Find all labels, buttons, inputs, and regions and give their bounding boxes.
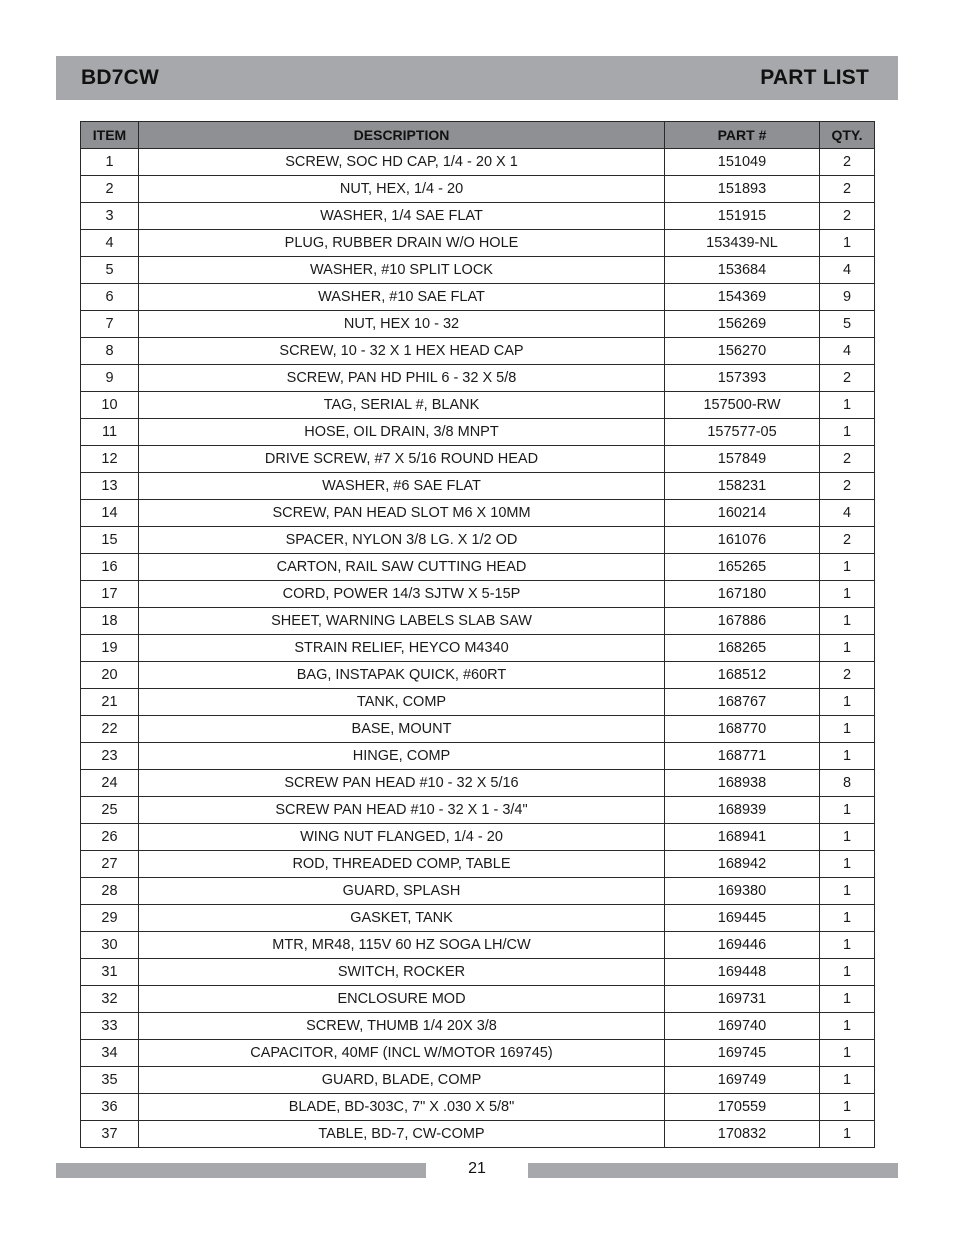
cell-description: SCREW PAN HEAD #10 - 32 X 1 - 3/4" xyxy=(139,797,665,824)
cell-item: 19 xyxy=(81,635,139,662)
cell-part-number: 168265 xyxy=(665,635,820,662)
cell-part-number: 153684 xyxy=(665,257,820,284)
table-row xyxy=(81,662,875,689)
column-header-part-number: PART # xyxy=(665,122,820,149)
cell-description: WASHER, #10 SPLIT LOCK xyxy=(139,257,665,284)
table-row xyxy=(81,365,875,392)
table-row xyxy=(81,176,875,203)
cell-description: SCREW, PAN HEAD SLOT M6 X 10MM xyxy=(139,500,665,527)
page-title: PART LIST xyxy=(760,66,869,89)
cell-description: SCREW, SOC HD CAP, 1/4 - 20 X 1 xyxy=(139,149,665,176)
cell-part-number: 168941 xyxy=(665,824,820,851)
table-row xyxy=(81,932,875,959)
table-row xyxy=(81,311,875,338)
table-row xyxy=(81,959,875,986)
cell-item: 23 xyxy=(81,743,139,770)
cell-part-number: 160214 xyxy=(665,500,820,527)
cell-item: 21 xyxy=(81,689,139,716)
table-row xyxy=(81,500,875,527)
cell-part-number: 169749 xyxy=(665,1067,820,1094)
cell-part-number: 156270 xyxy=(665,338,820,365)
cell-part-number: 168942 xyxy=(665,851,820,878)
cell-description: STRAIN RELIEF, HEYCO M4340 xyxy=(139,635,665,662)
cell-description: SCREW PAN HEAD #10 - 32 X 5/16 xyxy=(139,770,665,797)
cell-quantity: 4 xyxy=(820,338,875,365)
cell-part-number: 158231 xyxy=(665,473,820,500)
cell-item: 16 xyxy=(81,554,139,581)
cell-item: 36 xyxy=(81,1094,139,1121)
cell-part-number: 170559 xyxy=(665,1094,820,1121)
table-row xyxy=(81,1013,875,1040)
cell-item: 28 xyxy=(81,878,139,905)
footer-bar-left xyxy=(56,1163,426,1178)
cell-description: SPACER, NYLON 3/8 LG. X 1/2 OD xyxy=(139,527,665,554)
cell-description: DRIVE SCREW, #7 X 5/16 ROUND HEAD xyxy=(139,446,665,473)
cell-item: 32 xyxy=(81,986,139,1013)
cell-part-number: 156269 xyxy=(665,311,820,338)
column-header-quantity: QTY. xyxy=(820,122,875,149)
cell-quantity: 2 xyxy=(820,662,875,689)
cell-description: WASHER, 1/4 SAE FLAT xyxy=(139,203,665,230)
page-header xyxy=(56,56,898,100)
table-row xyxy=(81,149,875,176)
cell-quantity: 2 xyxy=(820,446,875,473)
cell-part-number: 153439-NL xyxy=(665,230,820,257)
cell-description: TANK, COMP xyxy=(139,689,665,716)
table-row xyxy=(81,527,875,554)
cell-item: 12 xyxy=(81,446,139,473)
cell-quantity: 1 xyxy=(820,1067,875,1094)
table-header-row xyxy=(81,122,875,149)
parts-table xyxy=(80,121,875,1148)
table-row xyxy=(81,1040,875,1067)
table-row xyxy=(81,905,875,932)
cell-item: 26 xyxy=(81,824,139,851)
table-row xyxy=(81,1067,875,1094)
table-row xyxy=(81,770,875,797)
cell-part-number: 170832 xyxy=(665,1121,820,1148)
cell-item: 13 xyxy=(81,473,139,500)
cell-item: 7 xyxy=(81,311,139,338)
table-row xyxy=(81,851,875,878)
table-row xyxy=(81,284,875,311)
table-row xyxy=(81,446,875,473)
cell-quantity: 1 xyxy=(820,1094,875,1121)
cell-quantity: 5 xyxy=(820,311,875,338)
cell-item: 25 xyxy=(81,797,139,824)
cell-item: 27 xyxy=(81,851,139,878)
table-row xyxy=(81,878,875,905)
cell-quantity: 1 xyxy=(820,743,875,770)
cell-quantity: 2 xyxy=(820,149,875,176)
cell-item: 22 xyxy=(81,716,139,743)
cell-item: 15 xyxy=(81,527,139,554)
cell-item: 34 xyxy=(81,1040,139,1067)
cell-description: BASE, MOUNT xyxy=(139,716,665,743)
cell-description: TABLE, BD-7, CW-COMP xyxy=(139,1121,665,1148)
cell-part-number: 168771 xyxy=(665,743,820,770)
cell-item: 33 xyxy=(81,1013,139,1040)
cell-part-number: 151893 xyxy=(665,176,820,203)
cell-quantity: 1 xyxy=(820,878,875,905)
cell-quantity: 1 xyxy=(820,419,875,446)
table-row xyxy=(81,797,875,824)
cell-quantity: 1 xyxy=(820,689,875,716)
cell-quantity: 1 xyxy=(820,905,875,932)
cell-part-number: 161076 xyxy=(665,527,820,554)
cell-quantity: 1 xyxy=(820,851,875,878)
cell-quantity: 1 xyxy=(820,581,875,608)
cell-quantity: 1 xyxy=(820,1121,875,1148)
cell-quantity: 1 xyxy=(820,824,875,851)
cell-item: 5 xyxy=(81,257,139,284)
cell-part-number: 168767 xyxy=(665,689,820,716)
cell-item: 37 xyxy=(81,1121,139,1148)
cell-item: 10 xyxy=(81,392,139,419)
table-row xyxy=(81,338,875,365)
cell-description: SCREW, PAN HD PHIL 6 - 32 X 5/8 xyxy=(139,365,665,392)
cell-part-number: 168512 xyxy=(665,662,820,689)
table-row xyxy=(81,1094,875,1121)
table-row xyxy=(81,1121,875,1148)
table-row xyxy=(81,716,875,743)
cell-description: PLUG, RUBBER DRAIN W/O HOLE xyxy=(139,230,665,257)
cell-quantity: 8 xyxy=(820,770,875,797)
table-row xyxy=(81,581,875,608)
cell-quantity: 1 xyxy=(820,608,875,635)
table-row xyxy=(81,257,875,284)
cell-item: 14 xyxy=(81,500,139,527)
cell-item: 18 xyxy=(81,608,139,635)
cell-part-number: 167886 xyxy=(665,608,820,635)
cell-quantity: 1 xyxy=(820,959,875,986)
cell-quantity: 2 xyxy=(820,203,875,230)
cell-part-number: 151915 xyxy=(665,203,820,230)
cell-description: SCREW, THUMB 1/4 20X 3/8 xyxy=(139,1013,665,1040)
cell-item: 3 xyxy=(81,203,139,230)
cell-item: 8 xyxy=(81,338,139,365)
cell-item: 29 xyxy=(81,905,139,932)
cell-part-number: 151049 xyxy=(665,149,820,176)
cell-part-number: 169448 xyxy=(665,959,820,986)
table-row xyxy=(81,986,875,1013)
cell-quantity: 1 xyxy=(820,554,875,581)
cell-quantity: 1 xyxy=(820,797,875,824)
cell-quantity: 4 xyxy=(820,257,875,284)
cell-quantity: 1 xyxy=(820,1013,875,1040)
table-row xyxy=(81,554,875,581)
cell-part-number: 168939 xyxy=(665,797,820,824)
cell-part-number: 167180 xyxy=(665,581,820,608)
cell-quantity: 2 xyxy=(820,176,875,203)
cell-part-number: 169380 xyxy=(665,878,820,905)
column-header-description: DESCRIPTION xyxy=(139,122,665,149)
cell-quantity: 2 xyxy=(820,527,875,554)
cell-quantity: 1 xyxy=(820,716,875,743)
cell-quantity: 2 xyxy=(820,365,875,392)
cell-part-number: 157393 xyxy=(665,365,820,392)
table-row xyxy=(81,743,875,770)
cell-part-number: 154369 xyxy=(665,284,820,311)
cell-description: MTR, MR48, 115V 60 HZ SOGA LH/CW xyxy=(139,932,665,959)
cell-quantity: 4 xyxy=(820,500,875,527)
cell-item: 6 xyxy=(81,284,139,311)
cell-item: 35 xyxy=(81,1067,139,1094)
cell-description: GASKET, TANK xyxy=(139,905,665,932)
cell-description: WASHER, #6 SAE FLAT xyxy=(139,473,665,500)
cell-description: CAPACITOR, 40MF (INCL W/MOTOR 169745) xyxy=(139,1040,665,1067)
cell-part-number: 157500-RW xyxy=(665,392,820,419)
cell-description: ROD, THREADED COMP, TABLE xyxy=(139,851,665,878)
cell-description: NUT, HEX, 1/4 - 20 xyxy=(139,176,665,203)
table-row xyxy=(81,419,875,446)
page-number: 21 xyxy=(468,1160,486,1177)
table-row xyxy=(81,392,875,419)
cell-item: 2 xyxy=(81,176,139,203)
cell-description: GUARD, BLADE, COMP xyxy=(139,1067,665,1094)
cell-item: 30 xyxy=(81,932,139,959)
table-row xyxy=(81,203,875,230)
cell-item: 20 xyxy=(81,662,139,689)
cell-item: 17 xyxy=(81,581,139,608)
column-header-item: ITEM xyxy=(81,122,139,149)
model-name: BD7CW xyxy=(81,66,159,89)
cell-quantity: 1 xyxy=(820,986,875,1013)
cell-item: 31 xyxy=(81,959,139,986)
cell-part-number: 169731 xyxy=(665,986,820,1013)
cell-quantity: 1 xyxy=(820,392,875,419)
cell-item: 1 xyxy=(81,149,139,176)
cell-part-number: 168770 xyxy=(665,716,820,743)
cell-quantity: 1 xyxy=(820,932,875,959)
cell-part-number: 169745 xyxy=(665,1040,820,1067)
cell-description: WASHER, #10 SAE FLAT xyxy=(139,284,665,311)
cell-description: TAG, SERIAL #, BLANK xyxy=(139,392,665,419)
cell-part-number: 169446 xyxy=(665,932,820,959)
cell-item: 11 xyxy=(81,419,139,446)
cell-description: ENCLOSURE MOD xyxy=(139,986,665,1013)
cell-description: SWITCH, ROCKER xyxy=(139,959,665,986)
cell-quantity: 9 xyxy=(820,284,875,311)
cell-description: NUT, HEX 10 - 32 xyxy=(139,311,665,338)
footer-bar-right xyxy=(528,1163,898,1178)
cell-quantity: 1 xyxy=(820,635,875,662)
cell-quantity: 1 xyxy=(820,1040,875,1067)
parts-table-body xyxy=(81,149,875,1148)
cell-description: CORD, POWER 14/3 SJTW X 5-15P xyxy=(139,581,665,608)
cell-description: BAG, INSTAPAK QUICK, #60RT xyxy=(139,662,665,689)
table-row xyxy=(81,635,875,662)
table-row xyxy=(81,689,875,716)
cell-description: BLADE, BD-303C, 7" X .030 X 5/8" xyxy=(139,1094,665,1121)
cell-description: GUARD, SPLASH xyxy=(139,878,665,905)
cell-item: 4 xyxy=(81,230,139,257)
cell-quantity: 2 xyxy=(820,473,875,500)
cell-description: WING NUT FLANGED, 1/4 - 20 xyxy=(139,824,665,851)
table-row xyxy=(81,608,875,635)
cell-item: 24 xyxy=(81,770,139,797)
table-row xyxy=(81,230,875,257)
cell-description: SCREW, 10 - 32 X 1 HEX HEAD CAP xyxy=(139,338,665,365)
table-row xyxy=(81,473,875,500)
cell-description: HOSE, OIL DRAIN, 3/8 MNPT xyxy=(139,419,665,446)
cell-part-number: 157577-05 xyxy=(665,419,820,446)
cell-part-number: 169740 xyxy=(665,1013,820,1040)
cell-description: HINGE, COMP xyxy=(139,743,665,770)
cell-quantity: 1 xyxy=(820,230,875,257)
cell-part-number: 168938 xyxy=(665,770,820,797)
cell-item: 9 xyxy=(81,365,139,392)
cell-description: SHEET, WARNING LABELS SLAB SAW xyxy=(139,608,665,635)
cell-part-number: 169445 xyxy=(665,905,820,932)
cell-description: CARTON, RAIL SAW CUTTING HEAD xyxy=(139,554,665,581)
cell-part-number: 157849 xyxy=(665,446,820,473)
table-row xyxy=(81,824,875,851)
cell-part-number: 165265 xyxy=(665,554,820,581)
